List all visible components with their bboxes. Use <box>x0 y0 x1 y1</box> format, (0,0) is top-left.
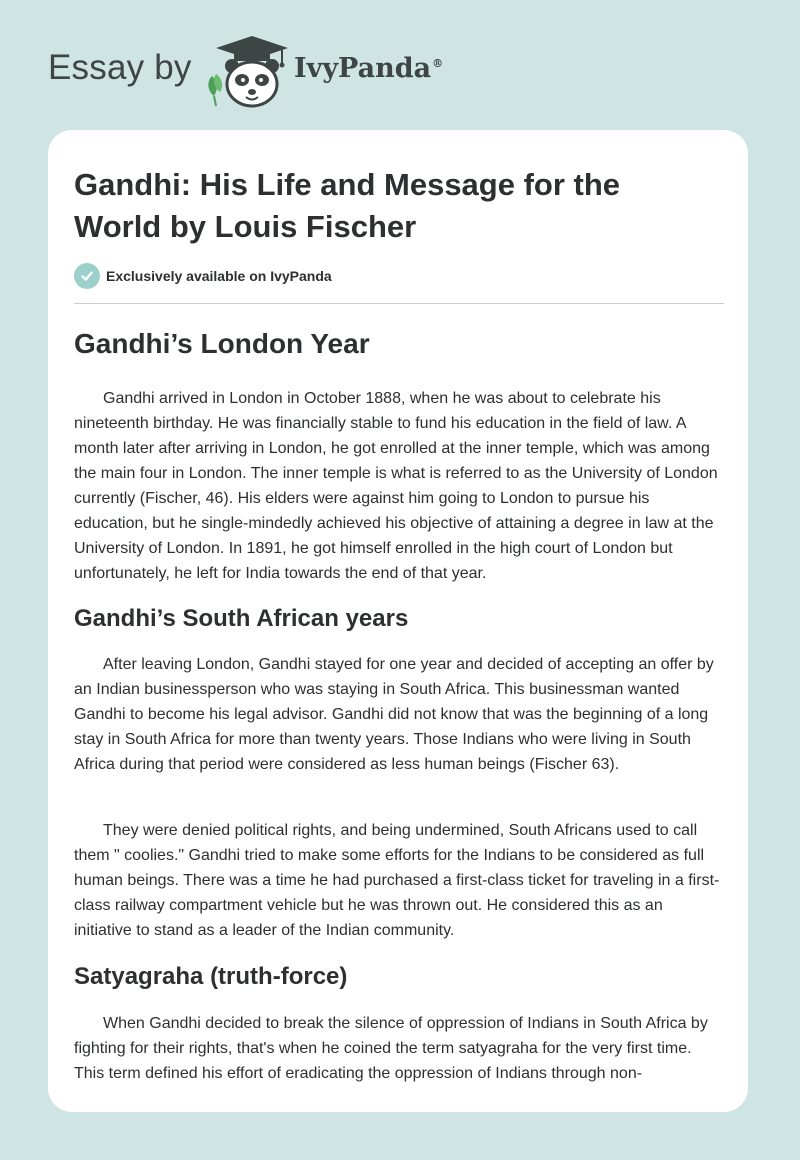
essay-card <box>48 130 748 1112</box>
section-heading: Satyagraha (truth-force) <box>74 963 348 990</box>
paragraph: When Gandhi decided to break the silence of oppression of Indians in South Africa by fighting for their rights, that's when he coined the term satyagraha for the very first time. This term defined his effort of eradicating the oppression of Indians through non- <box>74 1015 708 1082</box>
badge-text: Exclusively available on IvyPanda <box>106 268 332 284</box>
brand-header <box>48 34 508 114</box>
essay-title: Gandhi: His Life and Message for the World by Louis Fischer <box>74 167 621 244</box>
brand-name: IvyPanda® <box>294 53 444 84</box>
divider <box>74 303 724 304</box>
exclusive-badge <box>74 262 332 290</box>
paragraph: Gandhi arrived in London in October 1888, when he was about to celebrate his nineteenth birthday. He was financially stable to fund his education in the field of law. A month later after arriving in London, he got enrolled at the inner temple, which was among the main four in London. The inner temple is what is referred to as the University of London currently (Fischer, 46). His elders were against him going to London to pursue his education, but he single-mindedly achieved his objective of attaining a degree in law at the University of London. In 1891, he got himself enrolled in the high court of London but unfortunately, he left for India towards the end of that year. <box>74 390 718 582</box>
checkmark-icon <box>74 263 100 289</box>
brand-prefix: Essay by <box>48 48 192 87</box>
section-heading: Gandhi’s London Year <box>74 328 370 359</box>
paragraph: After leaving London, Gandhi stayed for one year and decided of accepting an offer by an Indian businessperson who was staying in South Africa. This businessman wanted Gandhi to become his legal advisor. Gandhi did not know that was the beginning of a long stay in South Africa for more than twenty years. Those Indians who were living in South Africa during that period were considered as less human beings (Fischer 63). <box>74 656 714 773</box>
section-heading: Gandhi’s South African years <box>74 605 409 632</box>
paragraph: They were denied political rights, and being undermined, South Africans used to call them " coolies." Gandhi tried to make some efforts for the Indians to be considered as full human beings. There was a time he had purchased a first-class ticket for traveling in a first-class railway compartment vehicle but he was thrown out. He considered this as an initiative to stand as a leader of the Indian community. <box>74 822 720 939</box>
panda-logo-icon <box>202 34 294 110</box>
